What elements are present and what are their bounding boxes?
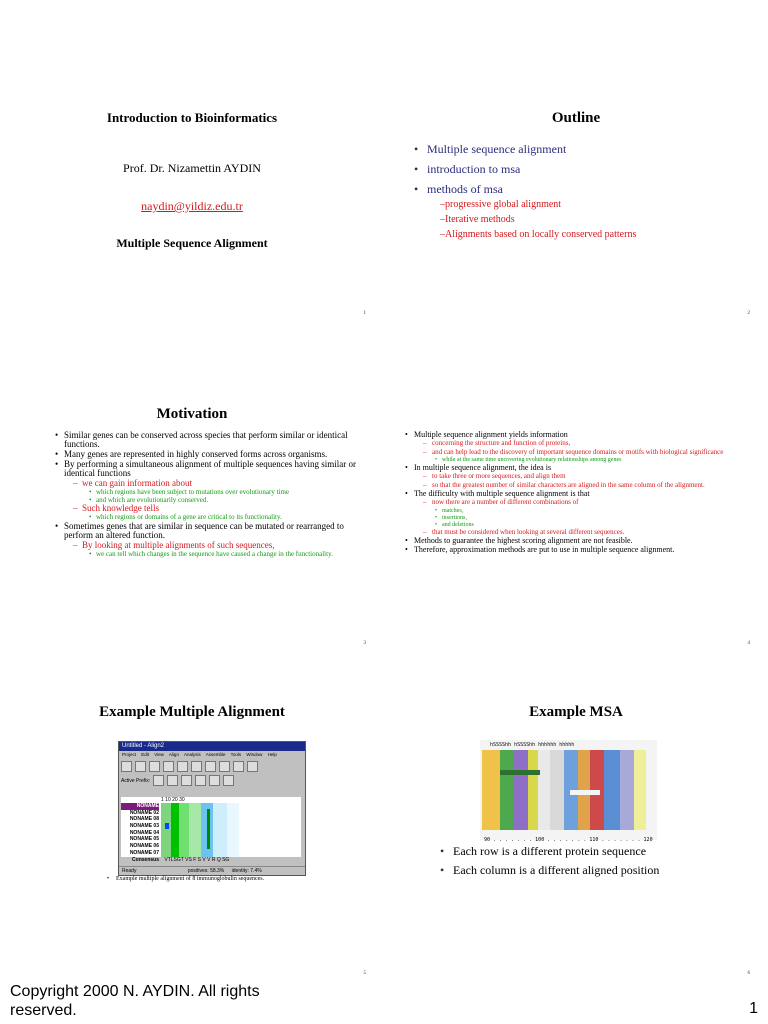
sequence-name[interactable]: NONAME 04 (129, 829, 159, 836)
bullet-list (402, 431, 732, 555)
alignment-app-window (118, 741, 306, 876)
toolbar-icon[interactable] (209, 775, 220, 786)
sub-bullet: – now there are a number of different combinations of (402, 499, 732, 507)
slide-number: 5 (363, 971, 366, 976)
sequence-name[interactable]: NONAME 07 (129, 849, 159, 856)
msa-figure (480, 740, 657, 843)
sub-sub-bullet: • which regions or domains of a gene are critical to its functionality. (52, 514, 368, 522)
toolbar-icon[interactable] (205, 761, 216, 772)
toolbar-icon[interactable] (121, 761, 132, 772)
slide-2 (384, 0, 768, 330)
toolbar-icon[interactable] (181, 775, 192, 786)
bullet: • Each row is a different protein sequence (440, 844, 659, 859)
status-positives: positives: 58.3% (187, 868, 225, 874)
outline-subitem: – Iterative methods (440, 214, 636, 225)
author: Prof. Dr. Nizamettin AYDIN (123, 161, 261, 175)
outline-list (414, 142, 636, 244)
bullet: • Multiple sequence alignment yields information (402, 431, 732, 439)
window-title: Untitled - Align2 (119, 742, 305, 751)
outline-subitem: – progressive global alignment (440, 199, 636, 210)
bullet: • Sometimes genes that are similar in sequence can be mutated or rearranged to perform an altered function. (52, 522, 368, 540)
bullet: • Therefore, approximation methods are put to use in multiple sequence alignment. (402, 546, 732, 554)
slide-5 (0, 660, 384, 990)
msa-bullets (440, 844, 659, 883)
toolbar-icon[interactable] (195, 775, 206, 786)
sub-bullet: – Such knowledge tells (52, 504, 368, 513)
sub-bullet: – we can gain information about (52, 479, 368, 488)
menu-bar[interactable]: Project Edit View Align Analysis Assemble Tools Window Help (122, 752, 277, 757)
ruler: 1 10 20 30 (161, 797, 185, 803)
bullet: • Each column is a different aligned position (440, 863, 659, 878)
caption: • Example multiple alignment of 8 immunoglobulin sequences. (104, 876, 364, 883)
sub-sub-bullet: • and deletions (402, 522, 732, 529)
email-link[interactable]: naydin@yildiz.edu.tr (141, 199, 243, 213)
sub-sub-bullet: • we can tell which changes in the sequence have caused a change in the functionality. (52, 551, 368, 559)
slide-6 (384, 660, 768, 990)
alignment-grid (121, 797, 301, 863)
sub-bullet: – concerning the structure and function of proteins, (402, 440, 732, 448)
sub-sub-bullet: • insertions, (402, 515, 732, 522)
slide-number: 3 (363, 641, 366, 646)
sub-sub-bullet: • and which are evolutionarily conserved. (52, 497, 368, 505)
sub-sub-bullet: • which regions have been subject to mutations over evolutionary time (52, 489, 368, 497)
toolbar-icon[interactable] (191, 761, 202, 772)
slide-number: 1 (363, 311, 366, 316)
msa-color-blocks (480, 750, 657, 830)
msa-ruler-bottom: 90 . . . . . . . 100 . . . . . . . 110 . . . . . . . 120 (484, 837, 653, 843)
toolbar-icon[interactable] (177, 761, 188, 772)
slide-subtitle: Multiple Sequence Alignment (116, 236, 268, 250)
sequence-name[interactable]: NONAME (121, 803, 159, 810)
slide-title: Outline (551, 110, 601, 126)
sub-sub-bullet: • matches, (402, 508, 732, 515)
bullet: • Similar genes can be conserved across species that perform similar or identical functions. (52, 431, 368, 449)
toolbar-icon[interactable] (247, 761, 258, 772)
bullet-list (52, 431, 368, 558)
msa-ruler-top: hSSSShh hSSSShh hhhhhh hhhhh (490, 742, 575, 748)
sequence-name[interactable]: NONAME 06 (129, 843, 159, 850)
toolbar-icon[interactable] (149, 761, 160, 772)
sequence-name[interactable]: NONAME 03 (129, 823, 159, 830)
status-bar (119, 866, 305, 875)
sub-bullet: – that must be considered when looking at several different sequences. (402, 529, 732, 537)
bullet: • Many genes are represented in highly conserved forms across organisms. (52, 450, 368, 459)
toolbar-icon[interactable] (135, 761, 146, 772)
active-prefix-label: Active Prefix: (121, 777, 151, 784)
slide-title: Motivation (156, 406, 228, 422)
outline-item: • methods of msa (414, 182, 636, 197)
bullet: • By performing a simultaneous alignment of multiple sequences having similar or identical functions (52, 460, 368, 478)
slide-number: 6 (747, 971, 750, 976)
slide-1 (0, 0, 384, 330)
slide-title: Example MSA (529, 704, 623, 720)
sub-bullet: – By looking at multiple alignments of such sequences, (52, 541, 368, 550)
sequence-name[interactable]: NONAME 05 (129, 836, 159, 843)
toolbar-icon[interactable] (223, 775, 234, 786)
sub-bullet: – to take three or more sequences, and align them (402, 473, 732, 481)
slide-4 (384, 330, 768, 660)
slide-number: 4 (747, 641, 750, 646)
status-ready: Ready (122, 868, 137, 874)
outline-subitem: – Alignments based on locally conserved patterns (440, 229, 636, 240)
toolbar-icon[interactable] (163, 761, 174, 772)
status-identity: identity: 7.4% (231, 868, 262, 874)
sequence-color-blocks (161, 803, 261, 857)
bullet: • In multiple sequence alignment, the idea is (402, 464, 732, 472)
slide-title: Introduction to Bioinformatics (106, 110, 278, 125)
toolbar-icon[interactable] (153, 775, 164, 786)
outline-item: • Multiple sequence alignment (414, 142, 636, 157)
copyright-footer: Copyright 2000 N. AYDIN. All rights reserved. (10, 983, 260, 1019)
consensus-label: Consensus (132, 857, 159, 863)
toolbar (121, 760, 303, 773)
bullet: • Methods to guarantee the highest scoring alignment are not feasible. (402, 537, 732, 545)
slide-3 (0, 330, 384, 660)
sub-bullet: – and can help lead to the discovery of important sequence domains or motifs with biological significance (402, 449, 732, 457)
sequence-name[interactable]: NONAME 08 (129, 816, 159, 823)
sub-bullet: – so that the greatest number of similar characters are aligned in the same column of the alignment. (402, 482, 732, 490)
slide-title: Example Multiple Alignment (99, 704, 285, 720)
bullet: • The difficulty with multiple sequence alignment is that (402, 490, 732, 498)
page-number: 1 (749, 1000, 758, 1017)
slide-number: 2 (747, 311, 750, 316)
toolbar-icon[interactable] (219, 761, 230, 772)
sub-sub-bullet: • while at the same time uncovering evolutionary relationships among genes (402, 457, 732, 464)
sequence-name[interactable]: NONAME 02 (129, 809, 159, 816)
toolbar-icon[interactable] (167, 775, 178, 786)
consensus-sequence: VTLSGT VS F S V V R Q SG (164, 857, 230, 863)
toolbar-icon[interactable] (233, 761, 244, 772)
toolbar-2 (121, 774, 303, 787)
outline-item: • introduction to msa (414, 162, 636, 177)
